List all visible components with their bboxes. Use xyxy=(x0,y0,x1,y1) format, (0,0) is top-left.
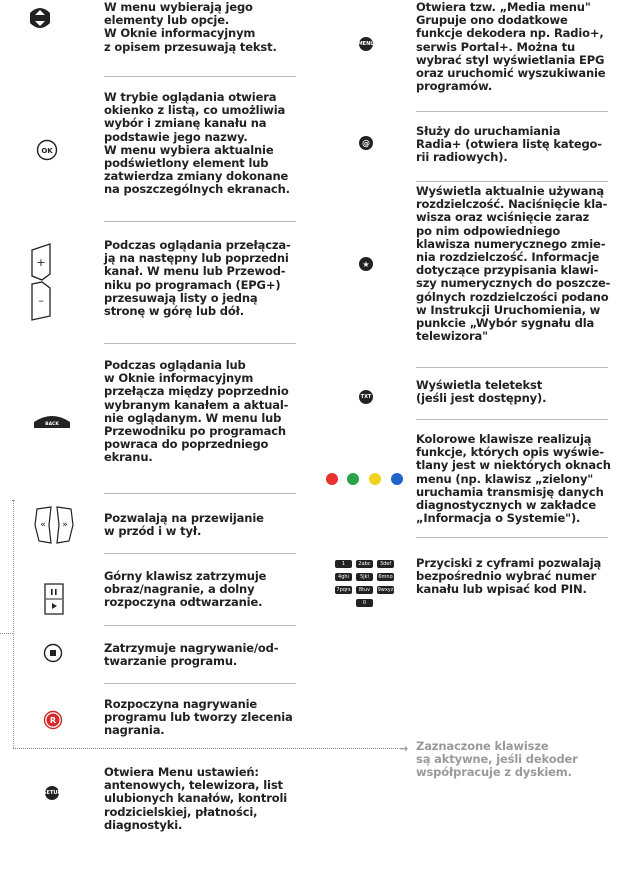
digit-key[interactable]: 8tuv xyxy=(356,586,373,594)
ok-label: OK xyxy=(41,147,53,155)
separator xyxy=(104,221,296,222)
digit-key[interactable]: 7pqrs xyxy=(336,587,351,593)
separator xyxy=(104,343,296,344)
ok-button-icon[interactable] xyxy=(36,139,58,161)
star-label: ★ xyxy=(362,259,370,269)
dotted-border xyxy=(13,748,398,749)
separator xyxy=(104,683,296,684)
disk-note: Zaznaczone klawisze są aktywne, jeśli dekoder współpracuje z dyskiem. xyxy=(416,739,578,780)
separator xyxy=(416,181,608,182)
setup-button-icon[interactable] xyxy=(42,786,62,800)
yellow-key-icon[interactable] xyxy=(369,473,381,485)
teletext-button-icon[interactable] xyxy=(359,390,373,404)
menu-description: Otwiera tzw. „Media menu" Grupuje ono dodatkowe funkcje dekodera np. Radio+, serwis Portal+. Można tu wybrać styl wyświetlania EPG oraz uruchomić wyszukiwanie programów. xyxy=(416,0,606,94)
menu-button-icon[interactable] xyxy=(359,37,373,51)
separator xyxy=(416,367,608,368)
green-key-icon[interactable] xyxy=(347,473,359,485)
digit-key[interactable]: 9wxyz xyxy=(377,587,394,593)
digit-keys-description: Przyciski z cyframi pozwalają bezpośrednio wybrać numer kanału lub wpisać kod PIN. xyxy=(416,556,602,597)
svg-text:–: – xyxy=(38,294,44,307)
separator xyxy=(416,537,608,538)
setup-description: Otwiera Menu ustawień: antenowych, telewizora, list ulubionych kanałów, kontroli rodzicielskiej, płatności, diagnostyki. xyxy=(104,765,288,832)
separator xyxy=(104,625,296,626)
record-description: Rozpoczyna nagrywanie programu lub tworzy zlecenia nagrania. xyxy=(104,697,293,738)
menu-label: MENU xyxy=(357,41,375,47)
separator xyxy=(104,76,296,77)
dotted-border xyxy=(0,633,13,634)
ok-description: W trybie oglądania otwiera okienko z listą, co umożliwia wybór i zmianę kanału na podstawie jego nazwy. W menu wybiera aktualnie podświetlony element lub zatwierdza zmiany dokonane na poszczególnych ekranach. xyxy=(104,90,290,197)
blue-key-icon[interactable] xyxy=(391,473,403,485)
red-key-icon[interactable] xyxy=(326,473,338,485)
note-arrow: → xyxy=(399,742,409,755)
rewind-forward-icon[interactable] xyxy=(33,505,75,545)
radio-description: Służy do uruchamiania Radia+ (otwiera listę katego- rii radiowych). xyxy=(416,124,602,165)
svg-text:+: + xyxy=(36,256,46,269)
stop-description: Zatrzymuje nagrywanie/od- twarzanie programu. xyxy=(104,641,279,669)
digit-key[interactable]: 4ghi xyxy=(335,573,352,581)
dotted-border xyxy=(13,500,14,748)
rewind-description: Pozwalają na przewijanie w przód i w tył. xyxy=(104,511,264,539)
pause-play-icon[interactable] xyxy=(42,581,66,617)
color-keys-description: Kolorowe klawisze realizują funkcje, których opis wyświe- tlany jest w niektórych oknach menu (np. klawisz „zielony" uruchamia transmisję danych diagnostycznych w zakładce „Informacja o Systemie"). xyxy=(416,432,611,526)
back-button-icon[interactable] xyxy=(32,412,72,430)
pause-description: Górny klawisz zatrzymuje obraz/nagranie, a dolny rozpoczyna odtwarzanie. xyxy=(104,569,267,610)
svg-text:»: » xyxy=(62,520,68,530)
setup-label: SETUP xyxy=(42,790,62,796)
txt-label: TXT xyxy=(360,394,372,400)
nav-description: W menu wybierają jego elementy lub opcje. W Oknie informacyjnym z opisem przesuwają tekst. xyxy=(104,0,277,54)
back-description: Podczas oglądania lub w Oknie informacyjnym przełącza między poprzednio wybranym kanałem a aktual- nie oglądanym. W menu lub Przewodniku po programach powraca do poprzedniego ekranu. xyxy=(104,358,289,465)
separator xyxy=(104,493,296,494)
star-button-icon[interactable] xyxy=(359,257,373,271)
radio-button-icon[interactable] xyxy=(359,136,373,150)
digit-key[interactable]: 1 xyxy=(335,560,352,568)
back-label: BACK xyxy=(45,422,59,427)
separator xyxy=(416,419,608,420)
digit-key[interactable]: 6mno xyxy=(378,574,393,580)
record-button-icon[interactable] xyxy=(43,710,63,730)
channel-up-down-icon[interactable] xyxy=(28,242,54,322)
digit-key[interactable]: 0 xyxy=(356,599,373,607)
nav-up-down-icon[interactable] xyxy=(28,5,52,31)
digit-key[interactable]: 3def xyxy=(377,560,394,568)
record-label: R xyxy=(49,716,57,725)
digit-key[interactable]: 5jkl xyxy=(356,573,373,581)
separator xyxy=(104,553,296,554)
digit-key[interactable]: 2abc xyxy=(356,560,373,568)
separator xyxy=(416,111,608,112)
teletext-description: Wyświetla teletekst (jeśli jest dostępny). xyxy=(416,378,547,406)
channel-description: Podczas oglądania przełącza- ją na następny lub poprzedni kanał. W menu lub Przewod- niku po programach (EPG+) przesuwają listy o jedną stronę w górę lub dół. xyxy=(104,238,291,319)
svg-text:«: « xyxy=(40,520,46,530)
star-description: Wyświetla aktualnie używaną rozdzielczość. Naciśnięcie kla- wisza oraz wciśnięcie zaraz po nim odpowiedniego klawisza numerycznego zmie- nia rozdzielczość. Informacje dotyczące przypisania klawi- szy numerycznych do poszcze- gólnych rozdzielczości podano w Instrukcji Uruchomienia, w punkcie „Wybór sygnału dla telewizora" xyxy=(416,184,611,344)
stop-button-icon[interactable] xyxy=(43,643,63,663)
radio-label: @ xyxy=(362,138,370,148)
digit-keypad xyxy=(335,560,405,618)
